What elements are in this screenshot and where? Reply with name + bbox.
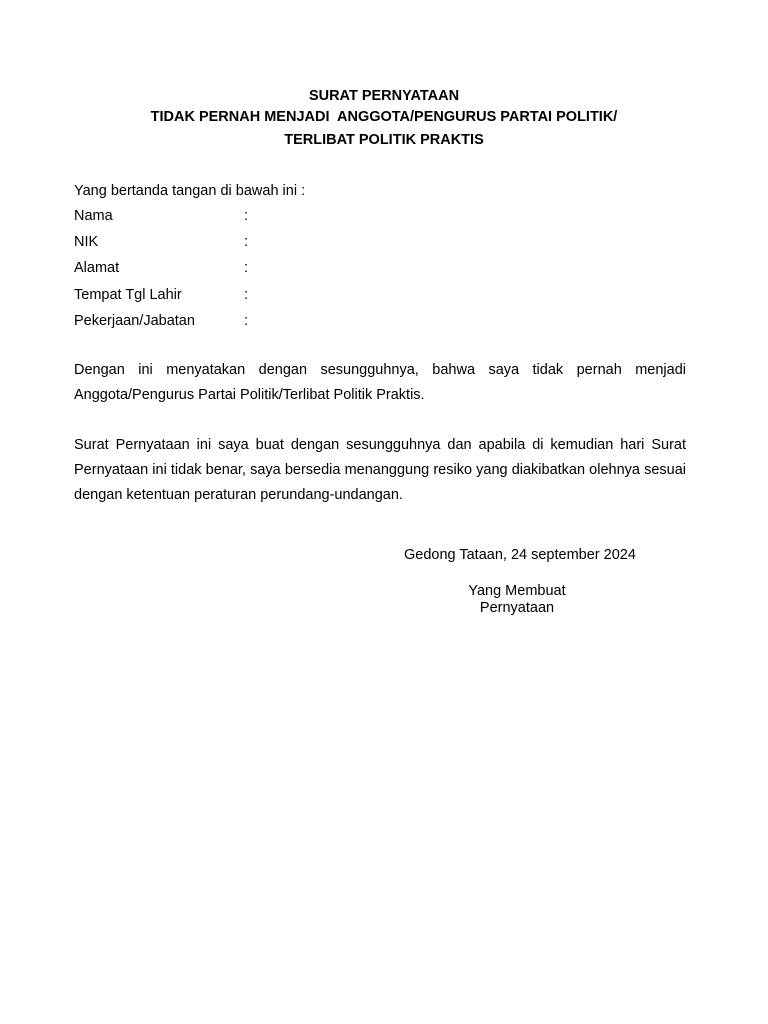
field-colon: : [244, 312, 249, 329]
intro-text: Yang bertanda tangan di bawah ini : [74, 183, 306, 199]
field-row-nama [74, 207, 374, 233]
field-colon: : [244, 208, 249, 224]
field-colon: : [244, 234, 249, 251]
title-line-3: TERLIBAT POLITIK PRAKTIS [284, 132, 484, 148]
field-label-tempat-tgl-lahir: Tempat Tgl Lahir [74, 286, 182, 303]
title-line-2: TIDAK PERNAH MENJADI ANGGOTA/PENGURUS PARTAI POLITIK/ [150, 109, 618, 125]
field-label-pekerjaan-jabatan: Pekerjaan/Jabatan [74, 312, 195, 329]
field-label-alamat: Alamat [74, 260, 120, 277]
place-date: Gedong Tataan, 24 september 2024 [404, 547, 636, 563]
field-colon: : [244, 260, 249, 277]
document-title [0, 86, 768, 151]
field-label-nik: NIK [74, 234, 99, 251]
title-line-1: SURAT PERNYATAAN [308, 88, 460, 104]
signer-line-1: Yang Membuat [468, 583, 566, 599]
field-row-alamat [74, 259, 374, 285]
signer-block [440, 583, 594, 617]
field-colon: : [244, 286, 249, 303]
field-label-nama: Nama [74, 208, 113, 224]
field-row-pekerjaan-jabatan [74, 312, 374, 338]
statement-paragraph: Dengan ini menyatakan dengan sesungguhnya, bahwa saya tidak pernah menjadi Anggota/Pengurus Partai Politik/Terlibat Politik Praktis. [74, 362, 686, 403]
field-row-nik [74, 233, 374, 259]
field-row-tempat-tgl-lahir [74, 286, 374, 312]
signer-line-2: Pernyataan [479, 600, 555, 616]
declaration-paragraph: Surat Pernyataan ini saya buat dengan sesungguhnya dan apabila di kemudian hari Surat Pernyataan ini tidak benar, saya bersedia menanggung resiko yang diakibatkan olehnya sesuai dengan ketentuan peraturan perundang-undangan. [74, 437, 686, 503]
identity-fields [74, 207, 374, 338]
